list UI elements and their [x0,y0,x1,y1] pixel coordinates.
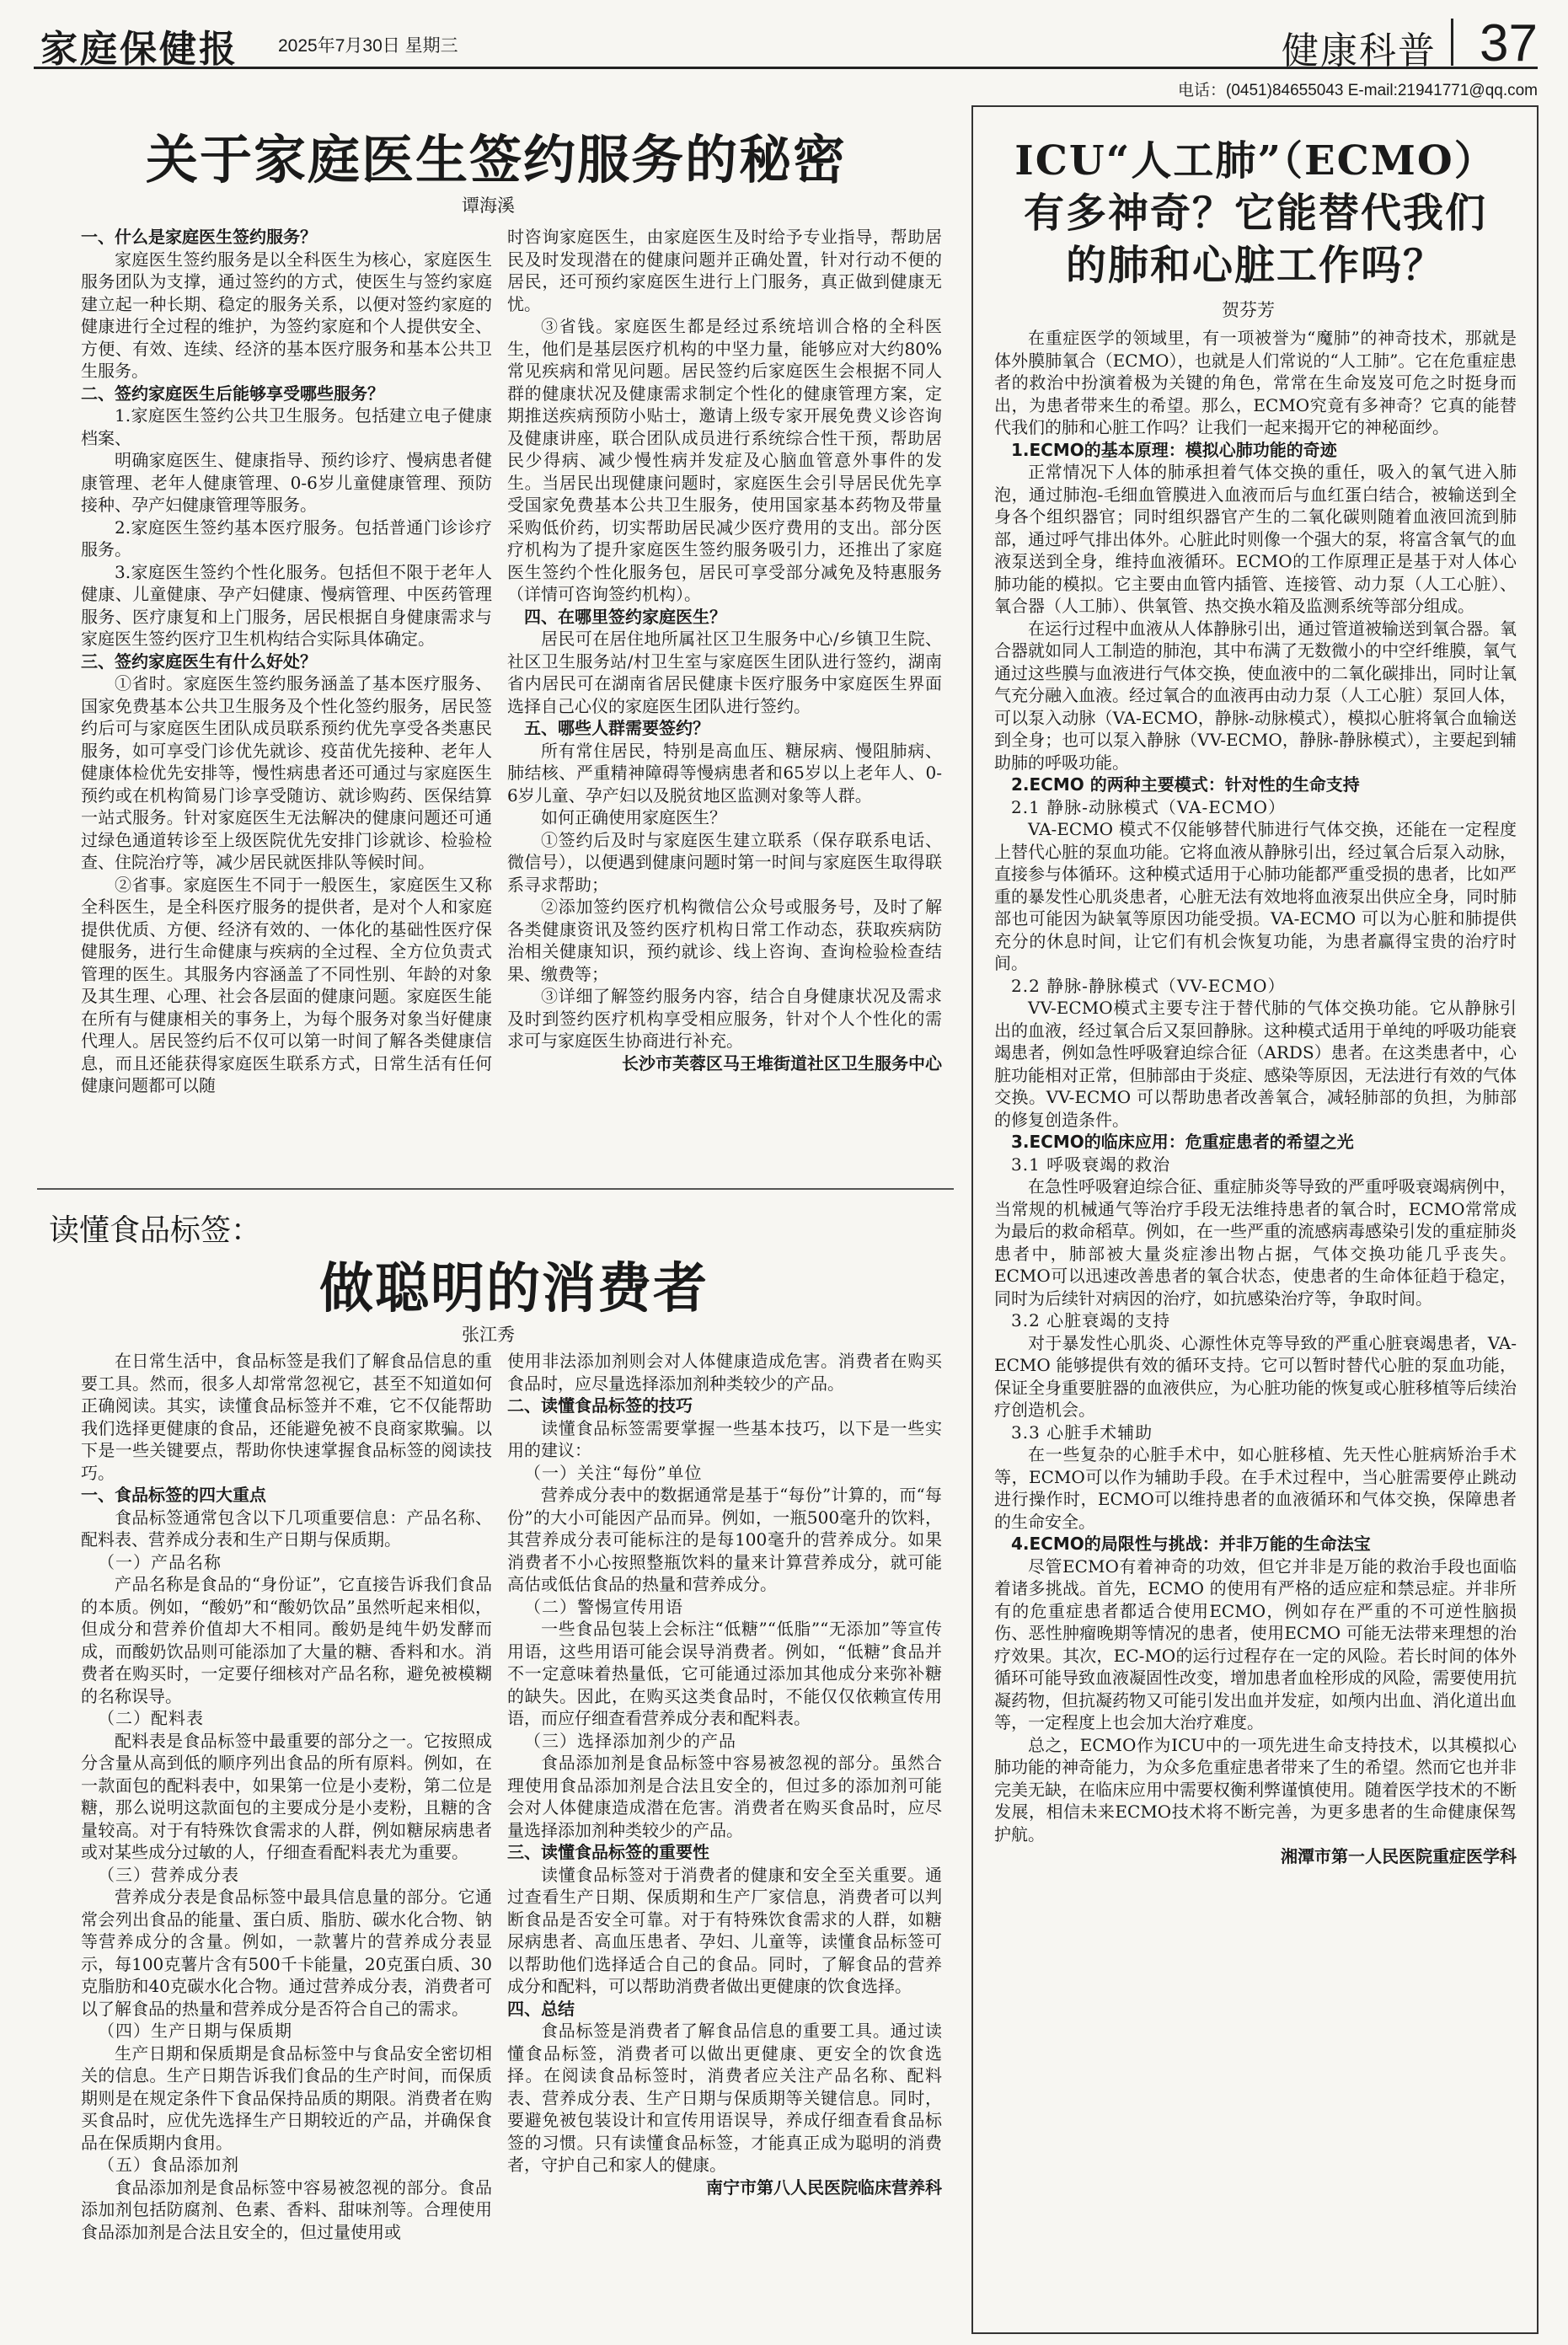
paragraph: VA-ECMO 模式不仅能够替代肺进行气体交换，还能在一定程度上替代心脏的泵血功能。它将血液从静脉引出，经过氧合后泵入动脉，直接参与体循环。这种模式适用于心肺功能都严重受损的患者，比如严重的暴发性心肌炎患者，心脏无法有效地将血液泵出供应全身，同时肺部也可能因为缺氧等原因功能受损。VA-ECMO 可以为心脏和肺提供充分的休息时间，让它们有机会恢复功能，为患者赢得宝贵的治疗时间。 [994,819,1517,973]
section-name: 健康科普 [1282,29,1437,72]
paragraph: ③省钱。家庭医生都是经过系统培训合格的全科医生，他们是基层医疗机构的中坚力量，能够应对大约80%常见疾病和常见问题。居民签约后家庭医生会根据不同人群的健康状况及健康需求制定个性化的健康管理方案，定期推送疾病预防小贴士，邀请上级专家开展免费义诊咨询及健康讲座，联合团队成员进行系统综合性干预，帮助居民少得病、减少慢性病并发症及心脑血管意外事件的发生。当居民出现健康问题时，家庭医生会引导居民优先享受国家免费基本公共卫生服务，使用国家基本药物及带量采购低价药，切实帮助居民减少医疗费用的支出。部分医疗机构为了提升家庭医生签约服务吸引力，还推出了家庭医生签约个性化服务包，居民可享受部分减免及特惠服务（详情可咨询签约机构）。 [507,316,942,604]
subsection-heading: 2.2 静脉-静脉模式（VV-ECMO） [1011,975,1286,996]
paragraph: 在急性呼吸窘迫综合征、重症肺炎等导致的严重呼吸衰竭病例中，当常规的机械通气等治疗手段无法维持患者的氧合时，ECMO常常成为最后的救命稻草。例如，在一些严重的流感病毒感染引发的重症肺炎患者中，肺部被大量炎症渗出物占据，气体交换功能几乎丧失。ECMO可以迅速改善患者的氧合状态，使患者的生命体征趋于稳定，同时为后续针对病因的治疗，如抗感染治疗等，争取时间。 [994,1176,1517,1309]
section-heading: 4.ECMO的局限性与挑战：并非万能的生命法宝 [1011,1534,1371,1554]
paragraph: 在重症医学的领域里，有一项被誉为“魔肺”的神奇技术，那就是体外膜肺氧合（ECMO），也就是人们常说的“人工肺”。它在危重症患者的救治中扮演着极为关键的角色，常常在生命岌岌可危之时挺身而出，为患者带来生的希望。那么，ECMO究竟有多神奇？它真的能替代我们的肺和心脏工作吗？让我们一起来揭开它的神秘面纱。 [994,328,1517,437]
article1-column-2 [507,226,942,1191]
paragraph: 所有常住居民，特别是高血压、糖尿病、慢阻肺病、肺结核、严重精神障碍等慢病患者和65岁以上老年人、0-6岁儿童、孕产妇以及脱贫地区监测对象等人群。 [507,740,942,806]
section-heading: 2.ECMO 的两种主要模式：针对性的生命支持 [1011,774,1360,795]
paragraph: ①签约后及时与家庭医生建立联系（保存联系电话、微信号），以便遇到健康问题时第一时间与家庭医生取得联系寻求帮助； [507,829,942,895]
paragraph: 尽管ECMO有着神奇的功效，但它并非是万能的救治手段也面临着诸多挑战。首先，ECMO 的使用有严格的适应症和禁忌症。并非所有的危重症患者都适合使用ECMO，例如存在严重的不可逆性脑损伤、恶性肿瘤晚期等情况的患者，使用ECMO 可能无法带来理想的治疗效果。其次，EC-MO的运行过程存在一定的风险。若长时间的体外循环可能导致血液凝固性改变，增加患者血栓形成的风险，需要使用抗凝药物，但抗凝药物又可能引发出血并发症，如颅内出血、消化道出血等，一定程度上也会加大治疗难度。 [994,1555,1517,1732]
paragraph: ②省事。家庭医生不同于一般医生，家庭医生又称全科医生，是全科医疗服务的提供者，是对个人和家庭提供优质、方便、经济有效的、一体化的基础性医疗保健服务，进行生命健康与疾病的全过程、全方位负责式管理的医生。其服务内容涵盖了不同性别、年龄的对象及其生理、心理、社会各层面的健康问题。家庭医生能在所有与健康相关的事务上，为每个服务对象当好健康代理人。居民签约后不仅可以第一时间了解各类健康信息，而且还能获得家庭医生联系方式，日常生活有任何健康问题都可以随 [81,874,492,1095]
paragraph: 配料表是食品标签中最重要的部分之一。它按照成分含量从高到低的顺序列出食品的所有原料。例如，在一款面包的配料表中，如果第一位是小麦粉，第二位是糖，那么说明这款面包的主要成分是小麦粉，且糖的含量较高。对于有特殊饮食需求的人群，例如糖尿病患者或对某些成分过敏的人，仔细查看配料表尤为重要。 [81,1730,492,1862]
article3-title [977,135,1533,292]
article3-body [994,327,1517,2324]
paragraph: 在日常生活中，食品标签是我们了解食品信息的重要工具。然而，很多人却常常忽视它，甚至不知道如何正确阅读。其实，读懂食品标签并不难，它不仅能帮助我们选择更健康的食品，还能避免被不良商家欺骗。以下是一些关键要点，帮助你快速掌握食品标签的阅读技巧。 [81,1351,492,1483]
section-heading: 三、读懂食品标签的重要性 [507,1842,709,1862]
section-heading: 四、总结 [507,1998,575,2019]
article3-author: 贺芬芳 [1222,300,1275,320]
subsection-heading: （二）警惕宣传用语 [524,1596,683,1617]
article1-author: 谭海溪 [462,195,515,216]
paragraph: 3.家庭医生签约个性化服务。包括但不限于老年人健康、儿童健康、孕产妇健康、慢病管理、中医药管理服务、医疗康复和上门服务，居民根据自身健康需求与家庭医生签约医疗卫生机构结合实际具体确定。 [81,561,492,649]
subsection-heading: （三）选择添加剂少的产品 [524,1730,736,1751]
masthead [34,14,1538,72]
paragraph-continued: 时咨询家庭医生，由家庭医生及时给予专业指导，帮助居民及时发现潜在的健康问题并正确处置，针对行动不便的居民，还可预约家庭医生进行上门服务，真正做到健康无忧。 [507,227,942,314]
paragraph: 食品添加剂是食品标签中容易被忽视的部分。虽然合理使用食品添加剂是合法且安全的，但过多的添加剂可能会对人体健康造成潜在危害。消费者在购买食品时，应尽量选择添加剂种类较少的产品。 [507,1753,942,1840]
article2-title: 做聪明的消费者 [319,1257,709,1320]
paragraph: 明确家庭医生、健康指导、预约诊疗、慢病患者健康管理、老年人健康管理、0-6岁儿童健康管理、预防接种、孕产妇健康管理等服务。 [81,450,492,515]
paragraph: 生产日期和保质期是食品标签中与食品安全密切相关的信息。生产日期告诉我们食品的生产时间，而保质期则是在规定条件下食品保持品质的期限。消费者在购买食品时，应优先选择生产日期较近的产品，并确保食品在保质期内食用。 [81,2043,492,2153]
article1-column-1 [81,226,492,1191]
paragraph: 食品标签通常包含以下几项重要信息：产品名称、配料表、营养成分表和生产日期与保质期。 [81,1507,492,1550]
paragraph: VV-ECMO模式主要专注于替代肺的气体交换功能。它从静脉引出的血液，经过氧合后又泵回静脉。这种模式适用于单纯的呼吸功能衰竭患者，例如急性呼吸窘迫综合征（ARDS）患者。在这类患者中，心脏功能相对正常，但肺部由于炎症、感染等原因，无法进行有效的气体交换。VV-ECMO 可以帮助患者改善氧合，减轻肺部的负担，为肺部的修复创造条件。 [994,998,1517,1130]
paragraph: 如何正确使用家庭医生？ [541,807,726,827]
paragraph-continued: 使用非法添加剂则会对人体健康造成危害。消费者在购买食品时，应尽量选择添加剂种类较少的产品。 [507,1351,942,1394]
paragraph: 在一些复杂的心脏手术中，如心脏移植、先天性心脏病矫治手术等，ECMO可以作为辅助手段。在手术过程中，当心脏需要停止跳动进行操作时，ECMO可以维持患者的血液循环和气体交换，保障患者的生命安全。 [994,1444,1517,1532]
source-credit: 湘潭市第一人民医院重症医学科 [1281,1846,1517,1866]
section-heading: 一、什么是家庭医生签约服务？ [81,227,317,247]
section-heading: 3.ECMO的临床应用：危重症患者的希望之光 [1011,1132,1354,1152]
paragraph: 读懂食品标签对于消费者的健康和安全至关重要。通过查看生产日期、保质期和生产厂家信息，消费者可以判断食品是否安全可靠。对于有特殊饮食需求的人群，如糖尿病患者、高血压患者、孕妇、儿童等，读懂食品标签可以帮助他们选择适合自己的食品。同时，了解食品的营养成分和配料，可以帮助消费者做出更健康的饮食选择。 [507,1864,942,1996]
paragraph: 读懂食品标签需要掌握一些基本技巧，以下是一些实用的建议： [507,1417,942,1460]
article2-column-1 [81,1350,492,2336]
article1-title: 关于家庭医生签约服务的秘密 [145,129,847,190]
paragraph: 营养成分表中的数据通常是基于“每份”计算的，而“每份”的大小可能因产品而异。例如，一瓶500毫升的饮料，其营养成分表可能标注的是每100毫升的营养成分。如果消费者不小心按照整瓶饮料的量来计算营养成分，就可能高估或低估食品的热量和营养成分。 [507,1485,942,1594]
section-heading: 四、在哪里签约家庭医生？ [524,606,726,627]
subsection-heading: （二）配料表 [98,1708,204,1728]
paragraph: 产品名称是食品的“身份证”，它直接告诉我们食品的本质。例如，“酸奶”和“酸奶饮品”虽然听起来相似，但成分和营养价值却大不相同。酸奶是纯牛奶发酵而成，而酸奶饮品则可能添加了大量的糖、香料和水。消费者在购买时，一定要仔细核对产品名称，避免被模糊的名称误导。 [81,1574,492,1706]
issue-date: 2025年7月30日 星期三 [278,36,458,56]
article3-title-line-3: 的肺和心脏工作吗？ [1065,242,1445,289]
section-heading: 五、哪些人群需要签约？ [524,718,709,738]
article2-author: 张江秀 [462,1325,515,1345]
section-heading: 三、签约家庭医生有什么好处？ [81,650,317,672]
article3-title-line-2: 有多神奇？它能替代我们 [1023,190,1487,237]
subsection-heading: 2.1 静脉-动脉模式（VA-ECMO） [1011,796,1286,817]
article3-title-line-1: ICU“人工肺”（ECMO） [1014,137,1496,185]
source-credit: 长沙市芙蓉区马王堆街道社区卫生服务中心 [622,1052,942,1073]
paragraph: 一些食品包装上会标注“低糖”“低脂”“无添加”等宣传用语，这些用语可能会误导消费者。例如，“低糖”食品并不一定意味着热量低，它可能通过添加其他成分来弥补糖的缺失。因此，在购买这类食品时，不能仅仅依赖宣传用语，而应仔细查看营养成分表和配料表。 [507,1619,942,1728]
paragraph: ②添加签约医疗机构微信公众号或服务号，及时了解各类健康资讯及签约医疗机构日常工作动态，获取疾病防治相关健康知识，预约就诊、线上咨询、查询检验检查结果、缴费等； [507,897,942,984]
subsection-heading: （一）关注“每份”单位 [524,1462,703,1483]
subsection-heading: （四）生产日期与保质期 [98,2021,292,2041]
section-heading: 一、食品标签的四大重点 [81,1485,266,1505]
subsection-heading: （三）营养成分表 [98,1864,239,1885]
paragraph: 1.家庭医生签约公共卫生服务。包括建立电子健康档案、 [81,405,492,448]
article-divider [37,1188,954,1190]
paragraph: ①省时。家庭医生签约服务涵盖了基本医疗服务、国家免费基本公共卫生服务及个性化签约服务，居民签约后可与家庭医生团队成员联系预约优先享受各类惠民服务，如可享受门诊优先就诊、疫苗优先接种、老年人健康体检优先安排等，慢性病患者还可通过与家庭医生预约或在机构简易门诊享受随访、就诊购药、医保结算一站式服务。针对家庭医生无法解决的健康问题还可通过绿色通道转诊至上级医院优先安排门诊就诊、检验检查、住院治疗等，减少居民就医排队等候时间。 [81,673,492,872]
subsection-heading: （五）食品添加剂 [98,2155,239,2175]
article2-column-2 [507,1350,942,2336]
section-heading: 二、读懂食品标签的技巧 [507,1395,693,1416]
paragraph: 居民可在居住地所属社区卫生服务中心/乡镇卫生院、社区卫生服务站/村卫生室与家庭医生团队进行签约，湖南省内居民可在湖南省居民健康卡医疗服务中家庭医生界面选择自己心仪的家庭医生团队进行签约。 [507,629,942,716]
section-heading: 二、签约家庭医生后能够享受哪些服务？ [81,383,384,404]
newspaper-name: 家庭保健报 [40,28,238,71]
masthead-divider [1451,19,1453,66]
section-heading: 1.ECMO的基本原理：模拟心肺功能的奇迹 [1011,439,1337,460]
paragraph: 对于暴发性心肌炎、心源性休克等导致的严重心脏衰竭患者，VA-ECMO 能够提供有效的循环支持。它可以暂时替代心脏的泵血功能，保证全身重要脏器的血液供应，为心脏功能的恢复或心脏移植等后续治疗创造机会。 [994,1332,1517,1420]
contact-info: 电话：(0451)84655043 E-mail:21941771@qq.com [1178,82,1538,99]
paragraph: 食品添加剂是食品标签中容易被忽视的部分。食品添加剂包括防腐剂、色素、香料、甜味剂等。合理使用食品添加剂是合法且安全的，但过量使用或 [81,2176,492,2242]
subsection-heading: （一）产品名称 [98,1551,222,1572]
paragraph: 总之，ECMO作为ICU中的一项先进生命支持技术，以其模拟心肺功能的神奇能力，为众多危重症患者带来了生的希望。然而它也并非完美无缺，在临床应用中需要权衡利弊谨慎使用。随着医学技术的不断发展，相信未来ECMO技术将不断完善，为更多患者的生命健康保驾护航。 [994,1734,1517,1844]
source-credit: 南宁市第八人民医院临床营养科 [706,2176,942,2198]
paragraph: 2.家庭医生签约基本医疗服务。包括普通门诊诊疗服务。 [81,517,492,559]
subsection-heading: 3.1 呼吸衰竭的救治 [1011,1154,1171,1175]
paragraph: 正常情况下人体的肺承担着气体交换的重任，吸入的氧气进入肺泡，通过肺泡-毛细血管膜进入血液而后与血红蛋白结合，被输送到全身各个组织器官；同时组织器官产生的二氧化碳则随着血液回流到肺部，通过呼气排出体外。心脏此时则像一个强大的泵，将富含氧气的血液泵送到全身，维持血液循环。ECMO的工作原理正是基于对人体心肺功能的模拟。它主要由血管内插管、连接管、动力泵（人工心脏）、氧合器（人工肺）、供氧管、热交换水箱及监测系统等部分组成。 [994,462,1517,616]
paragraph: 家庭医生签约服务是以全科医生为核心，家庭医生服务团队为支撑，通过签约的方式，使医生与签约家庭建立起一种长期、稳定的服务关系，以便对签约家庭的健康进行全过程的维护，为签约家庭和个人提供安全、方便、有效、连续、经济的基本医疗服务和基本公共卫生服务。 [81,249,492,381]
subsection-heading: 3.2 心脏衰竭的支持 [1011,1310,1171,1330]
page-number: 37 [1480,14,1538,72]
paragraph: 营养成分表是食品标签中最具信息量的部分。它通常会列出食品的能量、蛋白质、脂肪、碳水化合物、钠等营养成分的含量。例如，一款薯片的营养成分表显示，每100克薯片含有500千卡能量，20克蛋白质、30克脂肪和40克碳水化合物。通过营养成分表，消费者可以了解食品的热量和营养成分是否符合自己的需求。 [81,1887,492,2019]
paragraph: 食品标签是消费者了解食品信息的重要工具。通过读懂食品标签，消费者可以做出更健康、更安全的饮食选择。在阅读食品标签时，消费者应关注产品名称、配料表、营养成分表、生产日期与保质期等关键信息。同时，要避免被包装设计和宣传用语误导，养成仔细查看食品标签的习惯。只有读懂食品标签，才能真正成为聪明的消费者，守护自己和家人的健康。 [507,2021,942,2175]
paragraph: 在运行过程中血液从人体静脉引出，通过管道被输送到氧合器。氧合器就如同人工制造的肺泡，其中布满了无数微小的中空纤维膜，氧气通过这些膜与血液进行气体交换，使血液中的二氧化碳排出，同时让氧气充分融入血液。经过氧合的血液再由动力泵（人工心脏）泵回人体，可以泵入动脉（VA-ECMO，静脉-动脉模式），模拟心脏将氧合血输送到全身；也可以泵入静脉（VV-ECMO，静脉-静脉模式），主要起到辅助肺的呼吸功能。 [994,618,1517,773]
article2-kicker: 读懂食品标签： [49,1213,262,1248]
subsection-heading: 3.3 心脏手术辅助 [1011,1421,1153,1443]
paragraph: ③详细了解签约服务内容，结合自身健康状况及需求及时到签约医疗机构享受相应服务，针对个人个性化的需求可与家庭医生协商进行补充。 [507,986,942,1051]
